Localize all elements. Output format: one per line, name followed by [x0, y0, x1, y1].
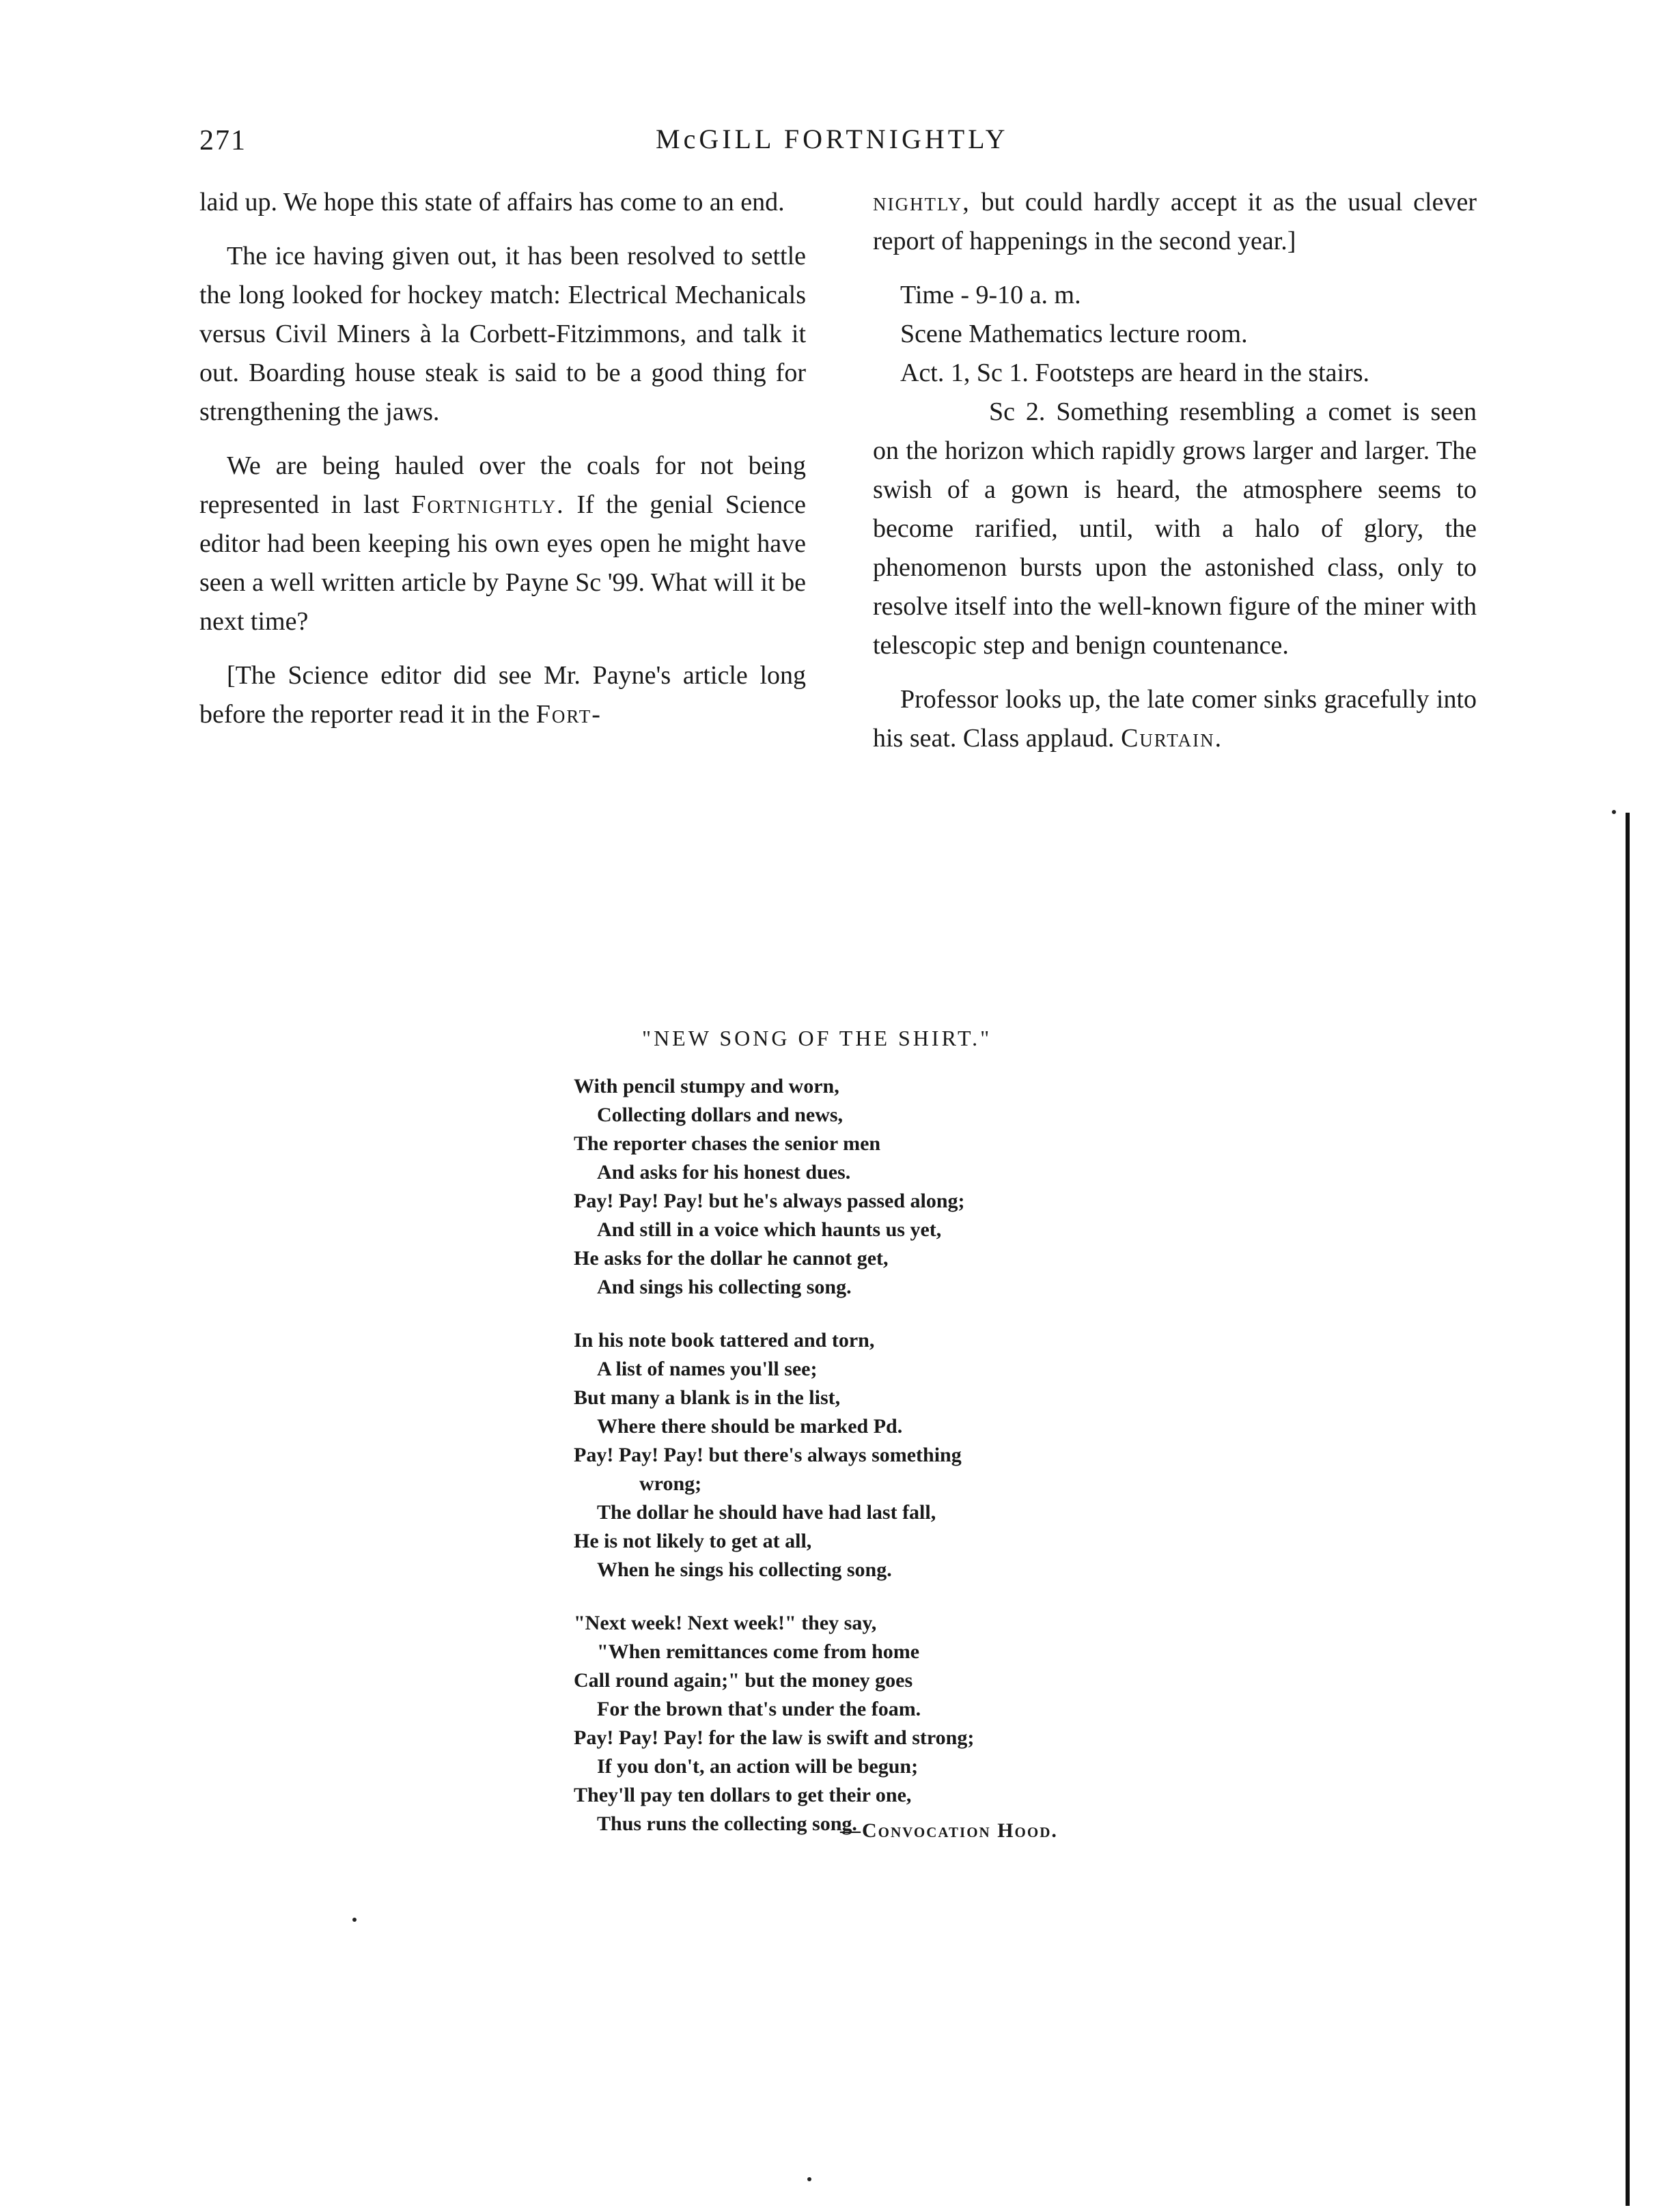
text-run: [The Science editor did see Mr. Payne's article long before the reporter read it in the — [199, 661, 806, 729]
paragraph — [199, 656, 806, 734]
scan-speck — [807, 2177, 811, 2181]
paragraph: laid up. We hope this state of affairs has come to an end. — [199, 188, 785, 216]
left-column — [199, 183, 806, 734]
running-head: McGILL FORTNIGHTLY — [656, 124, 1009, 154]
stanza — [574, 1072, 1147, 1302]
poem-line: The reporter chases the senior men — [574, 1132, 881, 1155]
paragraph — [199, 447, 806, 641]
paragraph — [873, 680, 1477, 758]
poem-line: The dollar he should have had last fall, — [597, 1501, 936, 1524]
text-run: We are being hauled over the coals for not being represented in last — [199, 451, 806, 519]
poem-line: For the brown that's under the foam. — [597, 1698, 921, 1720]
poem-attribution: —Convocation Hood. — [840, 1819, 1058, 1842]
poem-line: They'll pay ten dollars to get their one, — [574, 1784, 912, 1806]
poem-line: He is not likely to get at all, — [574, 1530, 812, 1552]
poem-line: He asks for the dollar he cannot get, — [574, 1247, 889, 1270]
stanza — [574, 1609, 1147, 1838]
stanza — [574, 1326, 1147, 1584]
poem-line: Pay! Pay! Pay! for the law is swift and strong; — [574, 1726, 975, 1749]
time-line: Time - 9-10 a. m. — [900, 281, 1081, 309]
text-run: Professor looks up, the late comer sinks gracefully into his seat. Class applaud. — [873, 685, 1477, 753]
poem-title: "NEW SONG OF THE SHIRT." — [642, 1026, 992, 1050]
poem-line: If you don't, an action will be begun; — [597, 1755, 919, 1778]
poem-line: "Next week! Next week!" they say, — [574, 1612, 877, 1634]
poem-line: "When remittances come from home — [597, 1640, 920, 1663]
poem-line: When he sings his collecting song. — [597, 1558, 892, 1581]
poem-line: A list of names you'll see; — [597, 1358, 818, 1380]
poem-line: Pay! Pay! Pay! but he's always passed along; — [574, 1190, 965, 1212]
poem-line: wrong; — [639, 1472, 702, 1495]
scan-speck — [1612, 810, 1616, 814]
poem-line: Call round again;" but the money goes — [574, 1669, 913, 1692]
paragraph — [873, 393, 1477, 665]
poem-line: Thus runs the collecting song. — [597, 1812, 857, 1835]
paragraph — [873, 183, 1477, 261]
paragraph: The ice having given out, it has been resolved to settle the long looked for hockey match: Electrical Mechanicals versus Civil Miners à la Corbett-Fitzimmons, and talk it out. Boarding house steak is said to be a good thing for strengthening the jaws. — [199, 242, 806, 426]
poem-line: And asks for his honest dues. — [597, 1161, 851, 1184]
text-run: but could hardly accept it as the usual clever report of happenings in the second year.] — [873, 188, 1477, 255]
poem-line: Where there should be marked Pd. — [597, 1415, 903, 1438]
poem — [574, 1072, 1147, 1838]
right-column — [873, 183, 1477, 773]
publication-name: Fort- — [535, 700, 602, 729]
poem-line: And sings his collecting song. — [597, 1276, 852, 1298]
poem-line: And still in a voice which haunts us yet, — [597, 1218, 942, 1241]
publication-name: Fortnightly. — [411, 490, 565, 519]
curtain-label: Curtain. — [1121, 724, 1223, 753]
poem-line: Collecting dollars and news, — [597, 1104, 844, 1126]
text-run: Something resembling a comet is seen on the horizon which rapidly grows larger and larger. The swish of a gown is heard, the atmosphere seems to become rarified, until, with a halo of glory, the phenomenon bursts upon the astonished class, only to resolve itself into the well-known figure of the miner with telescopic step and benign countenance. — [873, 397, 1477, 660]
poem-line: With pencil stumpy and worn, — [574, 1075, 839, 1097]
page-number: 271 — [199, 125, 247, 156]
scene-line: Scene Mathematics lecture room. — [900, 320, 1248, 348]
scan-edge-line — [1626, 813, 1630, 2206]
text-run: If the genial Science editor had been keeping his own eyes open he might have seen a well written article by Payne Sc '99. What will it be next time? — [199, 490, 806, 636]
publication-name: nightly, — [873, 188, 971, 216]
act-line: Act. 1, Sc 1. Footsteps are heard in the stairs. — [900, 359, 1370, 387]
poem-line: But many a blank is in the list, — [574, 1386, 841, 1409]
scan-speck — [352, 1918, 357, 1922]
scene-label: Sc 2. — [989, 397, 1046, 426]
poem-line: In his note book tattered and torn, — [574, 1329, 875, 1352]
poem-line: Pay! Pay! Pay! but there's always something — [574, 1444, 962, 1466]
